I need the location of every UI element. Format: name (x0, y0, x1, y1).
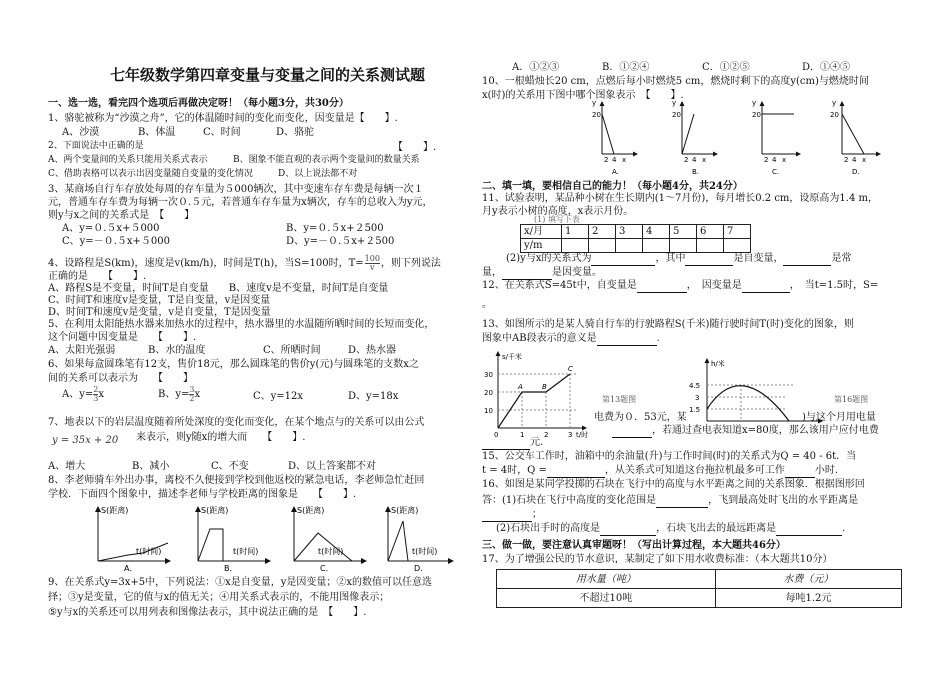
svg-text:20: 20 (592, 111, 601, 119)
q8-graph-a (98, 505, 170, 573)
fig16-ytick: 1.5 (689, 406, 701, 414)
q17-header: 水费（元） (715, 570, 901, 589)
q11-cell: 1 (562, 225, 589, 239)
q6-a-num: 2 (93, 385, 99, 394)
q11-cell: 5 (670, 225, 697, 239)
q16-line4 (496, 522, 845, 536)
q11-cell: 6 (697, 225, 724, 239)
q11-cell: y/m (521, 239, 562, 253)
q12-l1-text: 12、在关系式S=45t中，自变量是 (482, 280, 637, 291)
q11-l3d-text: 是常 (831, 253, 852, 264)
q14-text1: 电费为０．53元，某 (594, 412, 687, 423)
fig13-xlabel: t/时 (576, 431, 589, 439)
q1-option-c: C、时间 (203, 127, 241, 138)
q4-option-d: D、时间T和速度v是变量，v是自变量，T是因变量 (48, 307, 271, 318)
q9-line1: 9、在关系式y=3x+5中，下列说法：①x是自变量，y是因变量；②x的数值可以任意选 (48, 577, 433, 588)
section2-heading: 二、填一填，要相信自己的能力！（每小题4分，共24分） (482, 181, 743, 192)
q8-d-label: D． (414, 564, 429, 573)
blank[interactable] (685, 252, 733, 266)
q12-l1c-text: ， 当t=1.5时，S= (789, 280, 879, 291)
q2-stem: 2、下面说法中正确的是 (48, 141, 144, 151)
q11-l3c-text: 是自变量， (733, 253, 784, 264)
q1-option-a: A、沙漠 (62, 127, 100, 138)
fig13-ytick: 10 (484, 407, 493, 415)
q11-line2: 月y表示小树的高度，x表示月份。 (482, 206, 634, 217)
q3-option-d: D、y=－０.５x+２500 (286, 236, 395, 247)
q6-line1: 6、如果每盒圆珠笔有12支，售价18元，那么圆珠笔的售价y(元)与圆珠笔的支数x之 (48, 359, 419, 370)
fig13-xtick: 0 (494, 431, 499, 439)
q7-option-d: D、以上答案都不对 (288, 461, 377, 472)
q17-line1: 17、为了增强公民的节水意识，某制定了如下用水收费标准：（本大题共10分） (482, 554, 833, 565)
q2-bracket: 【 】. (393, 142, 437, 153)
q17-cell: 每吨1.2元 (715, 589, 901, 608)
fig13-xtick: 3 (568, 431, 573, 439)
svg-text:4: 4 (612, 156, 617, 164)
q9-line3: ⑤y与x的关系还可以用列表和图像法表示，其中说法正确的是 【 】. (48, 607, 367, 618)
q11-cell[interactable] (724, 239, 751, 253)
q6-b-tail: x (194, 389, 201, 400)
q2-option-b: B、图象不能直观的表示两个变量间的数量关系 (233, 155, 420, 165)
q15-l2a-text: t = 4时，Q = (482, 465, 547, 476)
q11-l3-text: (2)y与x的关系式为 (506, 253, 592, 264)
q6-line2: 间的关系可以表示为 【 】 (48, 373, 193, 384)
q11-cell: 2 (589, 225, 616, 239)
q8-c-xlabel: t(时间) (318, 547, 344, 556)
q14-text2: )与这个月用电量 (802, 412, 876, 423)
svg-text:4: 4 (772, 156, 777, 164)
q10-c-label: C. (772, 168, 780, 176)
q11-cell: 4 (643, 225, 670, 239)
q11-cell[interactable] (562, 239, 589, 253)
fig13-ytick: 20 (484, 389, 493, 397)
blank[interactable] (637, 279, 687, 293)
blank[interactable] (597, 332, 657, 346)
q16-l4-text: (2)石块出手时的高度是 (496, 523, 601, 534)
fig16-caption: 第16题图 (834, 395, 869, 404)
fig13-point: A (518, 383, 523, 391)
q6-option-a (62, 386, 104, 403)
fig13-caption: 第13题图 (602, 395, 637, 404)
q15-line2 (482, 464, 838, 478)
q5-line2: 这个问题中因变量是 【 】. (48, 332, 197, 343)
q7-formula: y = 35x + 20 (52, 435, 119, 446)
q17-table (496, 569, 902, 608)
svg-text:y: y (752, 100, 757, 107)
q8-b-xlabel: t(时间) (233, 547, 259, 556)
q6-a-tail: x (98, 389, 104, 400)
q13-l2-text: 图象中AB段表示的意义是 (482, 333, 597, 344)
svg-text:x: x (782, 156, 787, 164)
q4-line1-tail: ，则下列说法 (380, 258, 441, 269)
q14-line2 (612, 424, 879, 438)
q8-a-xlabel: t(时间) (136, 547, 162, 556)
q3-line1: 3、某商场自行车存放处每周的存车量为５000辆次，其中变速车存车费是每辆一次１ (48, 184, 424, 195)
q16-l4b-text: ，石块飞出去的最远距离是 (656, 523, 777, 534)
q10-line1: 10、一根蜡烛长20 cm，点燃后每小时燃烧5 cm，燃烧时剩下的高度y(cm)与燃烧时间 (482, 76, 869, 87)
q11-cell[interactable] (589, 239, 616, 253)
q8-d-xlabel: t(时间) (412, 547, 438, 556)
q4-line2: 正确的是 【 】. (48, 271, 147, 282)
q7-option-b: B、减小 (132, 461, 170, 472)
q5-option-d: D、热水器 (348, 345, 397, 356)
blank[interactable] (482, 508, 532, 522)
blank[interactable] (783, 252, 831, 266)
q16-l4c-text: . (842, 523, 846, 534)
q17-header: 用水量（吨） (497, 570, 716, 589)
blank[interactable] (591, 252, 655, 266)
svg-text:4: 4 (692, 156, 697, 164)
q10-graph-a (592, 100, 637, 176)
q9-option-b: B．①②④ (602, 62, 650, 73)
q1-option-d: D、骆驼 (276, 127, 315, 138)
q7-option-c: C、不变 (211, 461, 249, 472)
q3-option-b: B、y=０.５x+２500 (286, 223, 384, 234)
q16-line1: 16、如图是某同学投掷的石块在飞行中的高度与水平距离之间的关系图象．根据图形回 (482, 479, 865, 490)
fig13-xtick: 2 (544, 431, 549, 439)
q8-line1: 8、李老师骑车外出办事，离校不久便接到学校到他返校的紧急电话，李老师急忙赶回 (48, 475, 425, 486)
blank[interactable] (547, 464, 605, 478)
q10-graph-d (830, 100, 880, 176)
q14-t4-text: 元. (530, 437, 544, 448)
q7-option-a: A、增大 (48, 461, 86, 472)
svg-text:x: x (862, 156, 867, 164)
q5-line1: 5、在利用太阳能热水器来加热水的过程中，热水器里的水温随所晒时间的长短而变化， (48, 319, 435, 330)
q9-line2: 择；③y是变量，它的值与x的值无关；④用关系式表示的，不能用图像表示； (48, 592, 390, 603)
q6-b-num: 3 (189, 385, 195, 394)
fig13-ytick: 30 (484, 371, 493, 379)
q6-option-c: C、y=12x (253, 391, 304, 402)
svg-text:2: 2 (764, 156, 769, 164)
blank[interactable] (656, 494, 708, 508)
svg-text:2: 2 (844, 156, 849, 164)
q2-option-a: A、两个变量间的关系只能用关系式表示 (48, 155, 208, 165)
q10-d-label: D. (852, 168, 860, 176)
q6-a-text: A、y= (62, 389, 94, 400)
table-row (497, 589, 902, 608)
q16-l2-text: 答：(1)石块在飞行中高度的变化范围是 (482, 495, 657, 506)
blank[interactable] (502, 266, 552, 280)
fig13-ylabel: s/千米 (502, 353, 523, 361)
svg-text:20: 20 (672, 111, 681, 119)
svg-text:y: y (592, 100, 597, 107)
fig13-chart (482, 350, 594, 440)
q13-line1: 13、如图所示的是某人骑自行车的行驶路程S(千米)随行驶时间T(时)变化的图象，则 (482, 319, 854, 330)
q17-cell: 不超过10吨 (497, 589, 716, 608)
q16-l2b-text: ，飞到最高处时飞出的水平距离是 (708, 495, 859, 506)
fig16-ytick: 4.5 (689, 382, 701, 390)
q10-b-label: B. (692, 168, 700, 176)
q6-option-d: D、y=18x (348, 391, 399, 402)
q8-b-label: B． (224, 564, 238, 573)
q3-line2: 元，普通车存车费为每辆一次０.５元，若普通车存车量为x辆次，存车的总收入为y元， (48, 197, 433, 208)
fig16-ytick: 3 (695, 394, 700, 402)
q1-stem: 1、骆驼被称为“沙漠之舟”，它的体温随时间的变化而变化，因变量是【 】. (48, 113, 398, 124)
section3-heading: 三、做一做，要注意认真审题呀！（写出计算过程，本大题共46分） (482, 540, 786, 551)
q11-cell: 7 (724, 225, 751, 239)
svg-text:2: 2 (604, 156, 609, 164)
q8-line2: 学校．下面四个图象中，描述李老师与学校距离的图象是 【 】. (48, 489, 357, 500)
q3-line3: 则y与x之间的关系式是 【 】 (48, 210, 195, 221)
q4-frac-den: v (370, 263, 375, 272)
q8-d-ylabel: S(距离) (391, 506, 419, 515)
q15-line1: 15、公交车工作时，油箱中的余油量(升)与工作时间(时)的关系式为Q = 40 - 6t．当 (482, 451, 857, 462)
svg-text:4: 4 (852, 156, 857, 164)
svg-text:20: 20 (830, 111, 839, 119)
q8-a-ylabel: S(距离) (101, 506, 129, 515)
q15-l2b-text: ，从关系式可知道这台拖拉机最多可工作 (604, 465, 785, 476)
q10-graph-c (752, 100, 800, 176)
q8-c-ylabel: S(距离) (297, 506, 325, 515)
q8-graphs (48, 503, 458, 573)
q10-line2: x(时)的关系用下图中哪个图象表示 【 】. (482, 90, 684, 101)
q4-frac-num: 100 (364, 254, 380, 263)
q11-note: (1) 填写下表 (534, 215, 580, 224)
q14-t3-text: ，若通过查电表知道x=80度，那么该用户应付电费 (652, 425, 879, 436)
q11-l3b-text: ，其中 (655, 253, 686, 264)
q10-graphs (582, 100, 902, 178)
blank[interactable] (600, 522, 656, 536)
q8-a-label: A． (124, 564, 138, 573)
q11-table (520, 224, 751, 253)
q3-option-c: C、y=－０.５x+５000 (62, 236, 170, 247)
section1-heading: 一、选一选，看完四个选项后再做决定呀！（每小题3分，共30分） (48, 98, 349, 109)
table-row (521, 239, 751, 253)
fig13-point: C (568, 365, 573, 373)
q14-line3 (482, 436, 543, 450)
page-title: 七年级数学第四章变量与变量之间的关系测试题 (110, 66, 426, 84)
q11-cell[interactable] (643, 239, 670, 253)
q4-fraction (365, 255, 380, 272)
blank[interactable] (612, 424, 652, 438)
q12-line1 (482, 279, 878, 293)
q3-option-a: A、y=０.５x+５000 (62, 223, 160, 234)
table-row (497, 570, 902, 589)
q15-l2c-text: 小时. (814, 465, 839, 476)
blank[interactable] (742, 279, 790, 293)
q6-a-den: 3 (93, 394, 99, 403)
q2-option-d: D、以上说法都不对 (278, 169, 358, 179)
q10-a-label: A. (612, 168, 619, 176)
svg-text:y: y (832, 100, 837, 107)
q8-graph-b (198, 505, 270, 573)
q5-option-b: B、水的温度 (148, 345, 206, 356)
q11-cell[interactable] (670, 239, 697, 253)
q9-option-c: C．①②⑤ (702, 62, 750, 73)
q11-l4b-text: 是因变量。 (552, 267, 602, 278)
q16-line3 (482, 508, 542, 522)
q16-line2 (482, 494, 858, 508)
fig16-ylabel: h/米 (711, 360, 725, 368)
q4-option-ab: A、路程S是不变量，时间T是自变量 B、速度v是不变量，时间T是自变量 (48, 283, 389, 294)
q11-line3 (506, 252, 851, 266)
q8-graph-d (388, 505, 453, 573)
q6-b-text: B、y= (158, 389, 190, 400)
q8-b-ylabel: S(距离) (201, 506, 229, 515)
blank[interactable] (776, 522, 842, 536)
q6-option-b (158, 386, 200, 403)
svg-text:2: 2 (684, 156, 689, 164)
q11-l4-text: 量， (482, 267, 502, 278)
q4-line1-text: 4、设路程是S(km)，速度是v(km/h)，时间是T(h)，当S=100时，T= (48, 258, 364, 269)
q12-line2: 。 (482, 299, 492, 310)
q7-line2: 来表示，则y随x的增大而 【 】. (136, 432, 306, 443)
fig13-point: B (542, 383, 547, 391)
q7-line1: 7、地表以下的岩层温度随着所处深度的变化而变化，在某个地点与的关系可以由公式 (48, 417, 425, 428)
table-row (521, 225, 751, 239)
svg-text:x: x (702, 156, 707, 164)
q2-option-c: C、借助表格可以表示出因变量随自变量的变化情况 (48, 169, 253, 179)
q8-c-label: C． (320, 564, 334, 573)
svg-text:y: y (672, 100, 677, 107)
q10-graph-b (672, 100, 717, 176)
q16-l3-text: ； (532, 509, 542, 520)
q13-line2: 图象中AB段表示的意义是 . (482, 333, 660, 344)
q1-option-b: B、体温 (138, 127, 176, 138)
q5-option-a: A、太阳光强弱 (48, 345, 116, 356)
q9-option-a: A．①②③ (512, 62, 560, 73)
blank[interactable] (785, 464, 815, 478)
q4-option-c: C、时间T和速度v是变量，T是自变量，v是因变量 (48, 295, 271, 306)
q11-cell[interactable] (616, 239, 643, 253)
fig13-xtick: 1 (520, 431, 525, 439)
q8-graph-c (294, 505, 366, 573)
blank[interactable] (482, 436, 530, 450)
q11-cell: x/月 (521, 225, 562, 239)
q6-b-den: 2 (189, 394, 195, 403)
q9-option-d: D．①④⑤ (802, 62, 851, 73)
q11-line4 (482, 266, 602, 280)
q5-option-c: C、所晒时间 (263, 345, 321, 356)
svg-text:x: x (622, 156, 627, 164)
q11-cell: 3 (616, 225, 643, 239)
svg-text:20: 20 (752, 111, 761, 119)
q11-line1: 11、试验表明，某品种小树在生长期内(1～7月份)，每月增长0.2 cm，设原高为1.4 m， (482, 193, 878, 204)
q11-cell[interactable] (697, 239, 724, 253)
q12-l1b-text: ， 因变量是 (686, 280, 742, 291)
